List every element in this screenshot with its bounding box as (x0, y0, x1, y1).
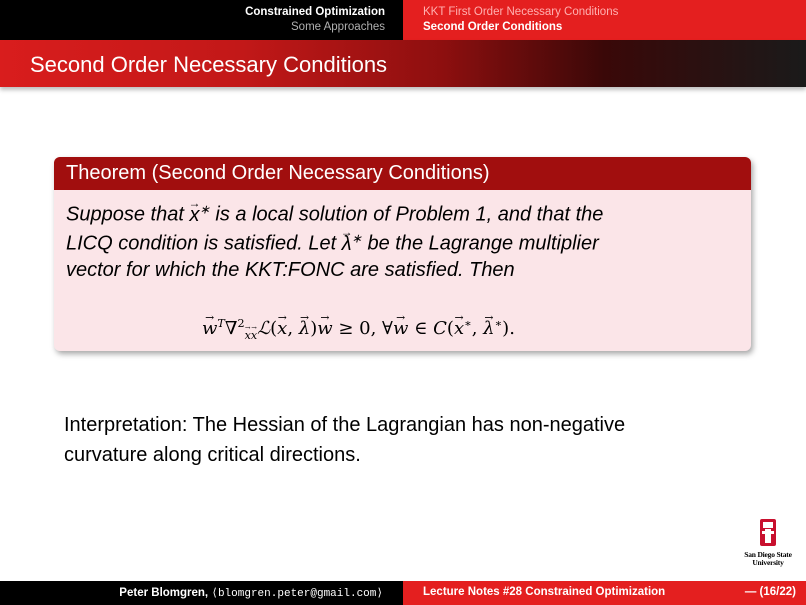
frame-title: Second Order Necessary Conditions (30, 52, 388, 77)
footer-left (0, 581, 403, 605)
nav-subsection-right (403, 0, 806, 40)
theorem-line-1-end: is a local solution of Problem 1, and that the (209, 203, 604, 226)
nav-subsection-kkt-first-order[interactable]: KKT First Order Necessary Conditions (423, 6, 619, 18)
interpretation-line-2: curvature along critical directions. (64, 444, 361, 466)
sdsu-logo (736, 518, 800, 568)
footer-lecture-title: Lecture Notes #28 Constrained Optimization (423, 586, 666, 598)
frame-title-bar (0, 40, 806, 87)
theorem-line-2-end: be the Lagrange multiplier (361, 232, 599, 255)
footer-author-name: Peter Blomgren, (119, 587, 209, 599)
footer-author-email: ⟨blomgren.peter@gmail.com⟩ (211, 588, 383, 600)
logo-text-line-2: University (752, 558, 784, 567)
theorem-line-1-start: Suppose that (66, 203, 190, 226)
nav-section-left (0, 0, 403, 40)
theorem-block (54, 157, 751, 351)
sdsu-shield-icon (736, 518, 800, 550)
logo-text-line-1: San Diego State (744, 550, 792, 559)
theorem-line-2 (66, 230, 599, 256)
theorem-line-3: vector for which the KKT:FONC are satisfied. Then (66, 259, 515, 281)
footer-right (403, 581, 806, 605)
theorem-formula: w →$^T$∇$^2_{x \to x}$ →ℒ(x →, λ →)w → ≥ 0, ∀w → ∈ C(x →∗, λ →∗). (202, 317, 515, 342)
math-lambda-star: λ →∗ (342, 233, 362, 255)
math-x-star: x →∗ (189, 204, 209, 226)
nav-section-constrained-optimization[interactable]: Constrained Optimization (245, 6, 385, 18)
interpretation-line-1: Interpretation: The Hessian of the Lagrangian has non-negative (64, 414, 626, 436)
footer-page-number: — (16/22) (744, 586, 796, 598)
top-navigation (0, 0, 806, 40)
footer-bar (0, 581, 806, 605)
theorem-header (54, 157, 751, 190)
interpretation-text (64, 410, 625, 470)
theorem-title: Theorem (Second Order Necessary Conditions) (66, 162, 490, 184)
nav-subsection-second-order[interactable]: Second Order Conditions (423, 21, 563, 33)
footer-author (119, 586, 383, 600)
nav-section-some-approaches[interactable]: Some Approaches (291, 21, 385, 33)
theorem-line-1 (66, 201, 603, 227)
theorem-line-2-start: LICQ condition is satisfied. Let (66, 232, 342, 255)
